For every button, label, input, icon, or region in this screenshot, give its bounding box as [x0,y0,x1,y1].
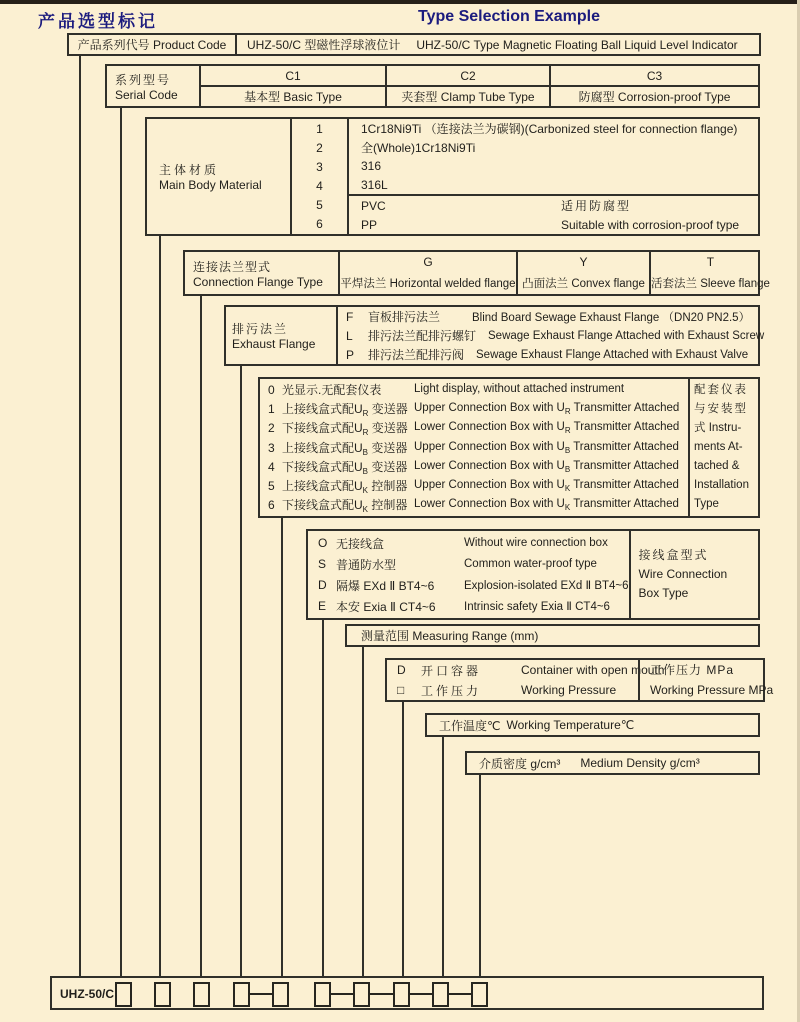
serial-code-c2-name: 夹套型 Clamp Tube Type [385,87,549,106]
exhaust-en: Sewage Exhaust Flange Attached with Exhaust Screw [488,329,765,342]
exhaust-code: F [346,309,354,324]
model-code-dash [331,993,353,995]
material-value: 316 [361,159,382,174]
medium-density-zh: 介质密度 g/cm³ [479,756,561,771]
scan-edge-top [0,0,800,4]
flange-code-t: T [706,255,715,269]
medium-density-en: Medium Density g/cm³ [580,756,700,770]
page-title-en: Type Selection Example [418,8,600,25]
instrument-zh: 上接线盒式配U [282,440,363,455]
model-code-box-flange [193,982,210,1007]
connector-line [402,702,404,976]
model-code-box-serial [115,982,132,1007]
exhaust-en: Blind Board Sewage Exhaust Flange （DN20 PN2.5） [472,311,751,324]
pressure-en: Working Pressure [521,683,617,697]
measuring-range-section [345,624,760,647]
instrument-zh: 下接线盒式配U [282,498,363,513]
material-num: 6 [316,217,323,232]
exhaust-code: L [346,328,353,343]
product-code-value-en: UHZ-50/C Type Magnetic Floating Ball Liquid Level Indicator [416,37,738,52]
instruments-side-line: 与安装型 [694,403,748,415]
model-code-dash [250,993,272,995]
instrument-num: 5 [268,478,275,493]
model-code-box-material [154,982,171,1007]
wirebox-side-line: Wire Connection [638,567,728,581]
material-num: 4 [316,179,323,194]
connector-line [281,518,283,976]
instrument-zh: 光显示.无配套仪表 [282,382,382,397]
connector-line [159,236,161,976]
instrument-zh: 上接线盒式配U [282,478,363,493]
material-value: 全(Whole)1Cr18Ni9Ti [361,140,476,155]
product-code-value-zh: UHZ-50/C 型磁性浮球液位计 [247,38,401,52]
model-code-box-wirebox [314,982,331,1007]
material-num: 3 [316,159,323,174]
instrument-zh: 上接线盒式配U [282,402,363,417]
main-body-material-section [145,117,760,236]
material-label-zh: 主体材质 [159,163,220,177]
wirebox-code: D [318,578,327,592]
model-code-dash [370,993,393,995]
working-temp-zh: 工作温度℃ [439,718,501,733]
exhaust-zh: 排污法兰配排污螺钉 [368,329,477,343]
container-pressure-section [385,658,774,702]
wirebox-zh: 本安 Exia Ⅱ CT4~6 [336,599,436,614]
connector-line [120,108,122,976]
flange-name-g: 平焊法兰 Horizontal welded flange [340,278,516,290]
model-code-box-temp [432,982,449,1007]
model-code-dash [449,993,471,995]
instrument-zh: 下接线盒式配U [282,459,363,474]
instrument-num: 3 [268,440,275,455]
instrument-en: Lower Connection Box with U [414,459,565,472]
instruments-side-line: Installation [694,479,749,491]
exhaust-zh: 盲板排污法兰 [368,310,441,324]
wirebox-code: O [318,536,328,550]
flange-code-g: G [423,255,433,269]
exhaust-code: P [346,347,355,362]
material-value: 316L [361,177,388,192]
pressure-side-en: Working Pressure MPa [650,683,774,697]
serial-code-label-en: Serial Code [115,87,178,102]
instrument-en: Lower Connection Box with U [414,421,565,434]
exhaust-label-en: Exhaust Flange [232,337,316,351]
wirebox-en: Without wire connection box [464,537,608,549]
instrument-zh: 下接线盒式配U [282,421,363,436]
container-en: Container with open mouth [521,663,665,677]
instrument-en: Upper Connection Box with U [414,478,565,491]
instruments-side-line: 式 Instru- [694,422,742,434]
connector-line [362,647,364,976]
material-note: Suitable with corrosion-proof type [561,217,740,232]
exhaust-en: Sewage Exhaust Flange Attached with Exhaust Valve [476,348,749,361]
material-note: 适用防腐型 [561,199,632,214]
model-code-box-range [353,982,370,1007]
material-num: 1 [316,121,323,136]
serial-code-c3: C3 [549,66,758,85]
instrument-num: 1 [268,402,275,417]
material-value: PVC [361,198,386,213]
model-code-box-instrument [272,982,289,1007]
instrument-en: Lower Connection Box with U [414,498,565,511]
exhaust-zh: 排污法兰配排污阀 [368,348,465,362]
instruments-section: 0 光显示.无配套仪表 Light display, without attached instrument 1 上接线盒式配$U_R$ 变送器 Upper Connection Box with $U_R$ Transmitter Attached 2 下接线盒式配$U_R$ 变送器 Lower Connection Box with $U_R$ Transmitter Attached 3 上接线盒式配$U_B$ 变送器 Upper Connection Box with $U_B$ Transmitter Attached 4 下接线盒式配$U_B$ 变送器 Lower Connection Box with $U_B$ Transmitter Attached 5 上接线盒式配$U_K$ 控制器 Upper Connection Box with $U_K$ Transmitter Attached 6 下接线盒式配$U_K$ 控制器 Lower Connection Box with $U_K$ Transmitter Attached 配套仪表 与安装型 式 Instru- ments At- tached & Installation Type [258,377,760,518]
connector-line [442,737,444,976]
material-num: 5 [316,198,323,213]
page-title-zh: 产品选型标记 [38,12,158,31]
serial-code-label-zh: 系列型号 [115,72,172,87]
connector-line [479,775,481,976]
instruments-side-line: 配套仪表 [694,384,748,396]
flange-name-t: 活套法兰 Sleeve flange [651,278,770,290]
pressure-checkbox: □ [397,683,405,697]
serial-code-c3-name: 防腐型 Corrosion-proof Type [549,87,758,106]
container-code: D [397,663,406,677]
instruments-side-line: Type [694,498,719,510]
model-code-label: UHZ-50/C [60,987,115,1001]
measuring-range-text: 测量范围 Measuring Range (mm) [361,629,539,643]
pressure-side-zh: 工作压力 MPa [650,663,735,677]
wirebox-en: Intrinsic safety Exia Ⅱ CT4~6 [464,601,610,613]
container-zh: 开口容器 [421,663,482,678]
exhaust-flange-section [224,305,765,366]
serial-code-section [105,64,760,108]
model-code-row [50,976,764,1010]
wirebox-zh: 普通防水型 [336,557,397,572]
wirebox-code: E [318,599,327,613]
working-temp-en: Working Temperature℃ [506,718,635,732]
material-num: 2 [316,140,323,155]
wirebox-zh: 无接线盒 [336,536,385,551]
flange-label-zh: 连接法兰型式 [193,259,272,274]
instrument-num: 4 [268,459,275,474]
medium-density-section [465,751,760,775]
wirebox-en: Explosion-isolated EXd Ⅱ BT4~6 [464,580,629,592]
material-value: 1Cr18Ni9Ti （连接法兰为碳钢)(Carbonized steel for connection flange) [361,121,738,136]
material-label-en: Main Body Material [159,178,262,192]
product-code-label: 产品系列代号 Product Code [69,35,237,54]
instrument-num: 6 [268,498,275,513]
serial-code-c2: C2 [385,66,549,85]
wirebox-zh: 隔爆 EXd Ⅱ BT4~6 [336,578,435,593]
material-value: PP [361,217,378,232]
flange-label-en: Connection Flange Type [193,274,323,289]
wirebox-en: Common water-proof type [464,558,597,570]
instrument-en: Light display, without attached instrument [414,382,625,395]
connector-line [200,296,202,976]
flange-code-y: Y [579,255,588,269]
instruments-side-line: ments At- [694,441,743,453]
connector-line [240,366,242,976]
wirebox-side-line: 接线盒型式 [638,548,709,562]
model-code-box-pressure [393,982,410,1007]
pressure-zh: 工作压力 [421,683,482,698]
connector-line [322,620,324,976]
model-code-box-density [471,982,488,1007]
instrument-num: 2 [268,421,275,436]
exhaust-label-zh: 排污法兰 [232,322,289,336]
model-code-dash [410,993,432,995]
wirebox-code: S [318,557,327,571]
connection-flange-section [183,250,770,296]
instrument-en: Upper Connection Box with U [414,440,565,453]
wire-box-section [306,529,760,620]
connector-line [79,56,81,976]
serial-code-c1: C1 [285,68,301,83]
instrument-num: 0 [268,382,275,397]
product-code-section [67,33,761,56]
model-code-box-exhaust [233,982,250,1007]
serial-code-c1-name: 基本型 Basic Type [244,90,342,104]
wirebox-side-line: Box Type [638,586,689,600]
instruments-side-line: tached & [694,460,740,472]
instrument-en: Upper Connection Box with U [414,402,565,415]
working-temperature-section [425,713,760,737]
flange-name-y: 凸面法兰 Convex flange [522,278,645,290]
